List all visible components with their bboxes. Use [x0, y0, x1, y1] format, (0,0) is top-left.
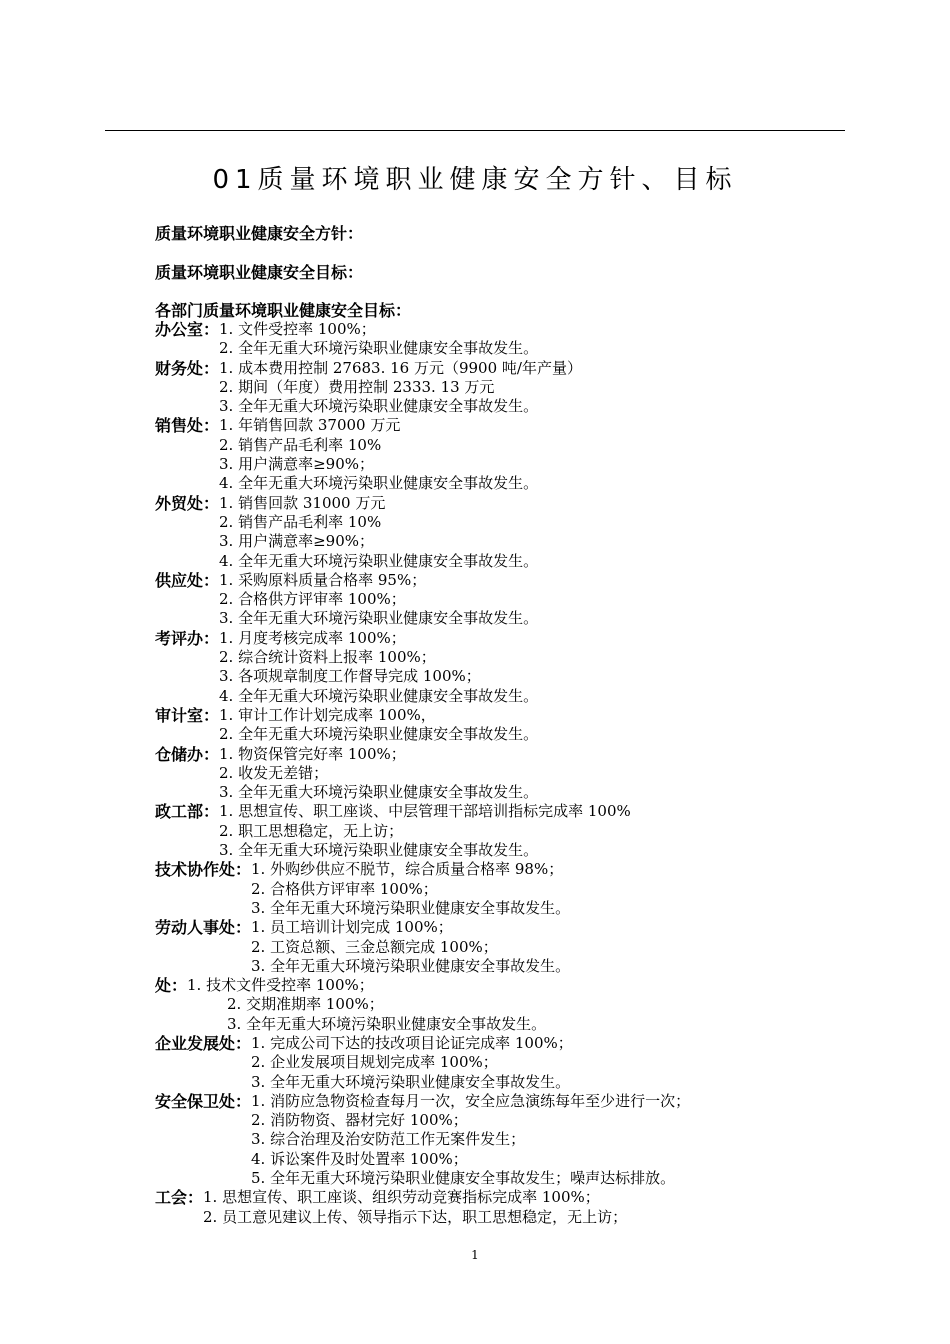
department-name: 劳动人事处：	[155, 918, 252, 938]
department-name: 安全保卫处：	[155, 1091, 252, 1111]
target-item: 1. 消防应急物资检查每月一次，安全应急演练每年至少进行一次；	[251, 1091, 691, 1110]
department-target-items	[219, 416, 538, 493]
department-target-items	[219, 802, 631, 860]
target-item: 1. 月度考核完成率 100%；	[219, 628, 406, 647]
department-name: 审计室：	[155, 705, 220, 725]
department-block	[155, 1034, 855, 1092]
target-item: 3. 全年无重大环境污染职业健康安全事故发生。	[219, 609, 539, 628]
department-block	[155, 1188, 855, 1227]
department-block	[155, 918, 855, 976]
target-item: 2. 合格供方评审率 100%；	[251, 879, 438, 898]
target-item: 1. 成本费用控制 27683. 16 万元（9900 吨/年产量）	[219, 358, 582, 377]
target-item: 3. 全年无重大环境污染职业健康安全事故发生。	[251, 956, 571, 975]
department-target-items	[219, 494, 538, 571]
target-item: 1. 思想宣传、职工座谈、中层管理干部培训指标完成率 100%	[219, 802, 631, 821]
target-item: 5. 全年无重大环境污染职业健康安全事故发生；噪声达标排放。	[251, 1169, 676, 1188]
department-block	[155, 359, 855, 417]
target-item: 1. 年销售回款 37000 万元	[219, 416, 401, 435]
target-item: 3. 全年无重大环境污染职业健康安全事故发生。	[219, 397, 539, 416]
department-name: 财务处：	[155, 358, 220, 378]
target-item: 1. 审计工作计划完成率 100%，	[219, 705, 436, 724]
target-item: 3. 全年无重大环境污染职业健康安全事故发生。	[251, 898, 571, 917]
department-name: 外贸处：	[155, 493, 220, 513]
department-target-items	[251, 1092, 690, 1188]
department-name: 政工部：	[155, 802, 220, 822]
department-block	[155, 745, 855, 803]
department-name: 处：	[155, 976, 188, 996]
target-item: 1. 完成公司下达的技改项目论证完成率 100%；	[251, 1033, 573, 1052]
target-item: 1. 外购纱供应不脱节，综合质量合格率 98%；	[251, 860, 564, 879]
department-block	[155, 320, 855, 359]
target-item: 2. 收发无差错；	[219, 763, 329, 782]
target-item: 2. 综合统计资料上报率 100%；	[219, 648, 436, 667]
department-target-items	[219, 745, 538, 803]
target-item: 2. 期间（年度）费用控制 2333. 13 万元	[219, 377, 495, 396]
target-item: 3. 全年无重大环境污染职业健康安全事故发生。	[219, 841, 539, 860]
department-block	[155, 571, 855, 629]
department-block	[155, 1092, 855, 1188]
target-item: 1. 销售回款 31000 万元	[219, 493, 386, 512]
department-targets-heading: 各部门质量环境职业健康安全目标：	[155, 301, 412, 320]
department-block	[155, 629, 855, 706]
department-target-items	[251, 860, 570, 918]
department-name: 考评办：	[155, 628, 220, 648]
document-title: 01质量环境职业健康安全方针、目标	[212, 165, 738, 195]
target-item: 1. 思想宣传、职工座谈、组织劳动竞赛指标完成率 100%；	[203, 1188, 600, 1207]
department-name: 技术协作处：	[155, 860, 252, 880]
department-target-items	[251, 1034, 573, 1092]
department-target-items	[219, 706, 538, 745]
department-block	[155, 976, 855, 1034]
department-target-items	[219, 571, 538, 629]
target-heading: 质量环境职业健康安全目标：	[155, 263, 364, 282]
department-target-items	[219, 629, 538, 706]
target-item: 2. 工资总额、三金总额完成 100%；	[251, 937, 498, 956]
target-item: 1. 技术文件受控率 100%；	[187, 976, 374, 995]
target-item: 3. 综合治理及治安防范工作无案件发生；	[251, 1130, 526, 1149]
page-number: 1	[471, 1248, 479, 1262]
policy-heading: 质量环境职业健康安全方针：	[155, 224, 364, 243]
header-rule	[105, 130, 845, 131]
department-name: 销售处：	[155, 416, 220, 436]
department-target-list	[155, 320, 855, 1227]
department-block	[155, 416, 855, 493]
target-item: 4. 全年无重大环境污染职业健康安全事故发生。	[219, 551, 539, 570]
target-item: 1. 物资保管完好率 100%；	[219, 744, 406, 763]
target-item: 3. 全年无重大环境污染职业健康安全事故发生。	[227, 1014, 547, 1033]
department-target-items	[187, 976, 546, 1034]
department-target-items	[219, 320, 538, 359]
target-item: 4. 诉讼案件及时处置率 100%；	[251, 1149, 468, 1168]
department-target-items	[203, 1188, 627, 1227]
target-item: 4. 全年无重大环境污染职业健康安全事故发生。	[219, 686, 539, 705]
department-block	[155, 494, 855, 571]
target-item: 3. 用户满意率≥90%；	[219, 455, 375, 474]
department-name: 仓储办：	[155, 744, 220, 764]
target-item: 1. 员工培训计划完成 100%；	[251, 918, 453, 937]
target-item: 2. 企业发展项目规划完成率 100%；	[251, 1053, 498, 1072]
target-item: 2. 合格供方评审率 100%；	[219, 590, 406, 609]
target-item: 2. 员工意见建议上传、领导指示下达，职工思想稳定，无上访；	[203, 1207, 628, 1226]
target-item: 2. 交期准期率 100%；	[227, 995, 384, 1014]
department-target-items	[219, 359, 582, 417]
target-item: 1. 文件受控率 100%；	[219, 320, 376, 338]
target-item: 2. 消防物资、器材完好 100%；	[251, 1111, 468, 1130]
department-target-items	[251, 918, 570, 976]
target-item: 2. 职工思想稳定，无上访；	[219, 821, 404, 840]
target-item: 3. 各项规章制度工作督导完成 100%；	[219, 667, 481, 686]
department-block	[155, 802, 855, 860]
department-name: 供应处：	[155, 570, 220, 590]
department-name: 工会：	[155, 1188, 204, 1208]
target-item: 3. 全年无重大环境污染职业健康安全事故发生。	[219, 783, 539, 802]
department-name: 企业发展处：	[155, 1033, 252, 1053]
target-item: 2. 销售产品毛利率 10%	[219, 512, 382, 531]
department-block	[155, 860, 855, 918]
target-item: 2. 销售产品毛利率 10%	[219, 435, 382, 454]
department-block	[155, 706, 855, 745]
target-item: 4. 全年无重大环境污染职业健康安全事故发生。	[219, 474, 539, 493]
target-item: 1. 采购原料质量合格率 95%；	[219, 570, 427, 589]
department-name: 办公室：	[155, 320, 220, 339]
target-item: 3. 全年无重大环境污染职业健康安全事故发生。	[251, 1072, 571, 1091]
target-item: 2. 全年无重大环境污染职业健康安全事故发生。	[219, 339, 539, 358]
target-item: 3. 用户满意率≥90%；	[219, 532, 375, 551]
target-item: 2. 全年无重大环境污染职业健康安全事故发生。	[219, 725, 539, 744]
